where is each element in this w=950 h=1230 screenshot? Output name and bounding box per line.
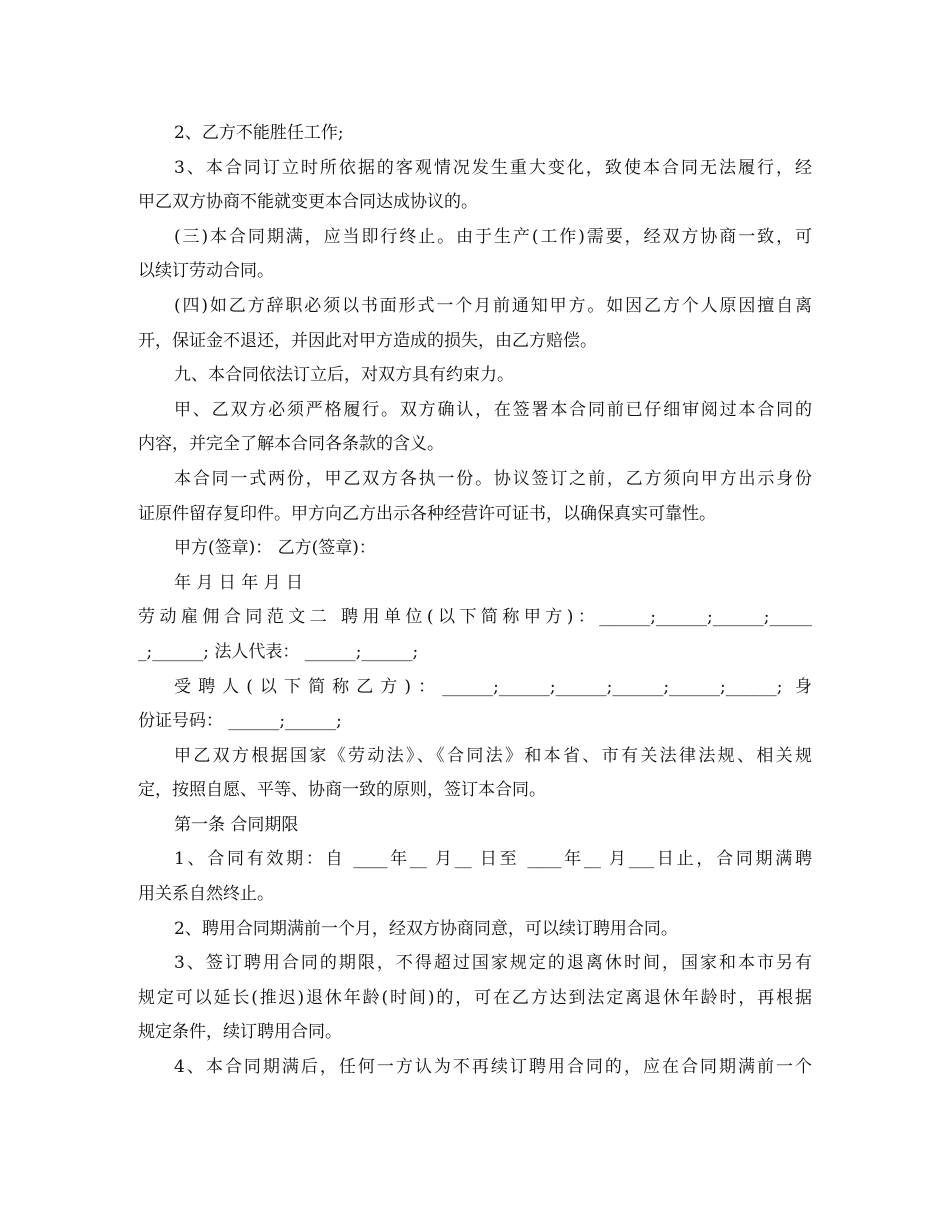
text-line: 第一条 合同期限 (174, 814, 299, 835)
text-line: 内容，并完全了解本合同各条款的含义。 (138, 434, 444, 455)
text-line: 规定可以延长(推迟)退休年龄(时间)的，可在乙方达到法定离退休年龄时，再根据 (138, 987, 812, 1008)
text-line: 定，按照自愿、平等、协商一致的原则，签订本合同。 (138, 780, 546, 801)
text-line: 甲方(签章)： 乙方(签章)： (174, 538, 376, 559)
text-line: 证原件留存复印件。甲方向乙方出示各种经营许可证书，以确保真实可靠性。 (138, 503, 716, 524)
text-line: (三)本合同期满，应当即行终止。由于生产(工作)需要，经双方协商一致，可 (174, 226, 812, 247)
text-line: 规定条件，续订聘用合同。 (138, 1022, 342, 1043)
text-line: 甲乙双方协商不能就变更本合同达成协议的。 (138, 192, 478, 213)
text-line: (四)如乙方辞职必须以书面形式一个月前通知甲方。如因乙方个人原因擅自离 (174, 295, 812, 316)
text-line: 以续订劳动合同。 (138, 261, 274, 282)
text-line: 劳动雇佣合同范文二 聘用单位(以下简称甲方)：______;______;______;_____ (138, 607, 812, 628)
text-line: 年 月 日 年 月 日 (174, 572, 304, 593)
text-line: 4、本合同期满后，任何一方认为不再续订聘用合同的，应在合同期满前一个 (174, 1057, 812, 1078)
text-line: 3、本合同订立时所依据的客观情况发生重大变化，致使本合同无法履行，经 (174, 157, 812, 178)
text-line: 开，保证金不退还，并因此对甲方造成的损失，由乙方赔偿。 (138, 330, 597, 351)
text-line: 甲乙双方根据国家《劳动法》、《合同法》和本省、市有关法律法规、相关规 (174, 745, 812, 766)
text-line: 份证号码： ______;______; (138, 711, 342, 732)
text-line: 2、聘用合同期满前一个月，经双方协商同意，可以续订聘用合同。 (174, 918, 678, 939)
text-line: 受聘人(以下简称乙方)：______;______;______;______;______;______; 身 (174, 676, 812, 697)
text-line: 用关系自然终止。 (138, 884, 274, 905)
text-line: 1、合同有效期：自 ____年__ 月__ 日至 ____年__ 月___日止，合同期满聘 (174, 849, 812, 870)
text-line: _;______; 法人代表： ______;______; (138, 641, 419, 662)
text-line: 甲、乙双方必须严格履行。双方确认，在签署本合同前已仔细审阅过本合同的 (174, 399, 812, 420)
document-body (138, 116, 812, 1085)
text-line: 2、乙方不能胜任工作; (174, 123, 344, 143)
text-line: 3、签订聘用合同的期限，不得超过国家规定的退离休时间，国家和本市另有 (174, 953, 812, 974)
text-line: 九、本合同依法订立后，对双方具有约束力。 (174, 365, 514, 386)
text-line: 本合同一式两份，甲乙双方各执一份。协议签订之前，乙方须向甲方出示身份 (174, 468, 812, 489)
